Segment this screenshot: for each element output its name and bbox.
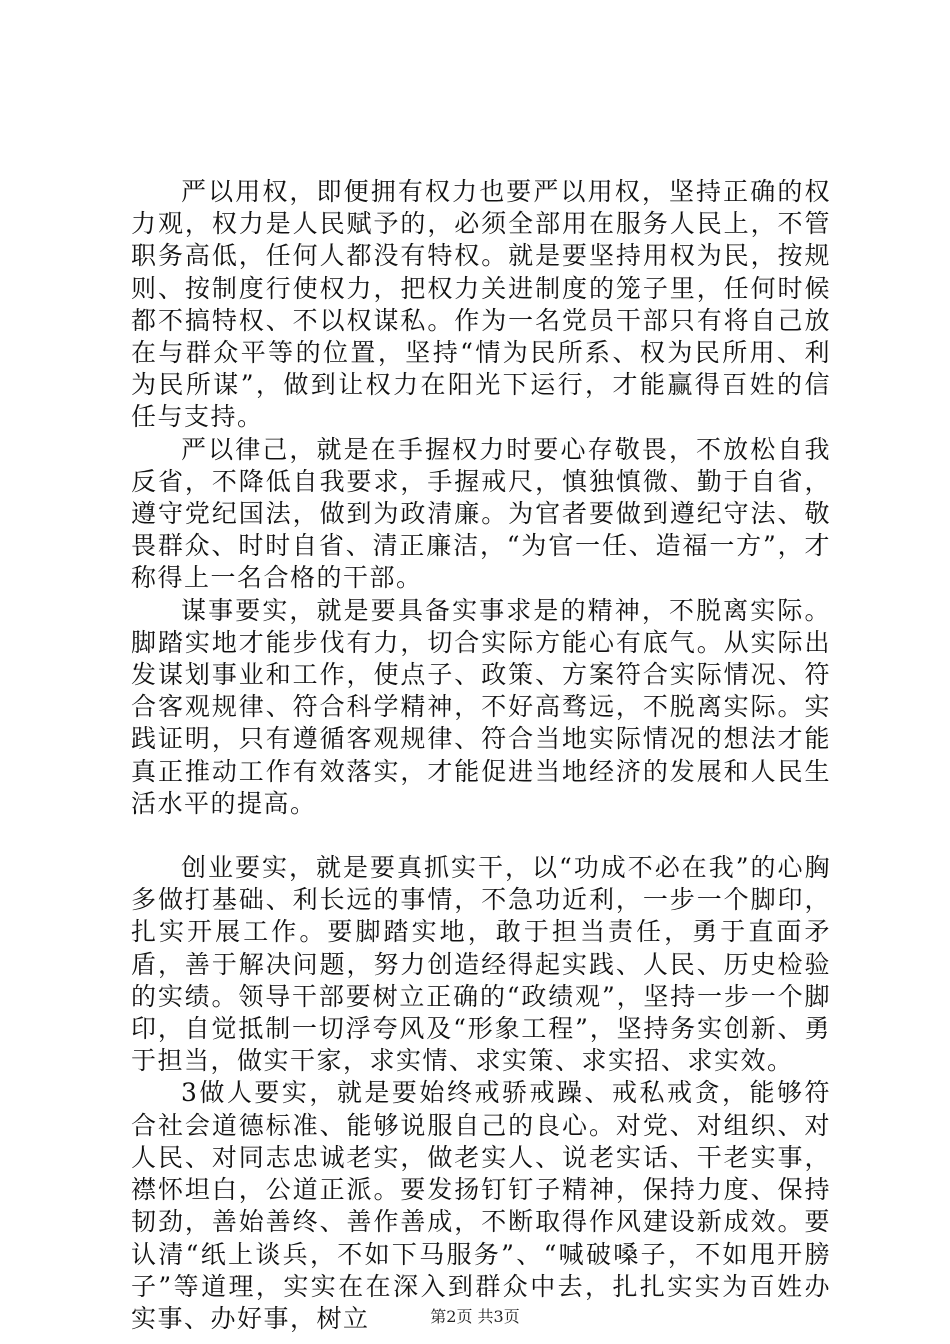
- page-footer: 第2页 共3页: [430, 1307, 520, 1326]
- paragraph-practical-enterprise: 创业要实，就是要真抓实干，以“功成不必在我”的心胸多做打基础、利长远的事情，不急功近利，一步一个脚印，扎实开展工作。要脚踏实地，敢于担当责任，勇于直面矛盾，善于解决问题，努力创造经得起实践、人民、历史检验的实绩。领导干部要树立正确的“政绩观”，坚持一步一个脚印，自觉抵制一切浮夸风及“形象工程”，坚持务实创新、勇于担当，做实干家，求实情、求实策、求实招、求实效。: [131, 853, 831, 1076]
- document-body: [131, 176, 831, 1335]
- paragraph-practical-planning: 谋事要实，就是要具备实事求是的精神，不脱离实际。脚踏实地才能步伐有力，切合实际方能心有底气。从实际出发谋划事业和工作，使点子、政策、方案符合实际情况、符合客观规律、符合科学精神，不好高骛远，不脱离实际。实践证明，只有遵循客观规律、符合当地实际情况的想法才能真正推动工作有效落实，才能促进当地经济的发展和人民生活水平的提高。: [131, 595, 831, 818]
- paragraph-self-discipline: 严以律己，就是在手握权力时要心存敬畏，不放松自我反省，不降低自我要求，手握戒尺，慎独慎微、勤于自省，遵守党纪国法，做到为政清廉。为官者要做到遵纪守法、敬畏群众、时时自省、清正廉洁，“为官一任、造福一方”，才称得上一名合格的干部。: [131, 434, 831, 593]
- paragraph-strict-power: 严以用权，即便拥有权力也要严以用权，坚持正确的权力观，权力是人民赋予的，必须全部用在服务人民上，不管职务高低，任何人都没有特权。就是要坚持用权为民，按规则、按制度行使权力，把权力关进制度的笼子里，任何时候都不搞特权、不以权谋私。作为一名党员干部只有将自己放在与群众平等的位置，坚持“情为民所系、权为民所用、利为民所谋”，做到让权力在阳光下运行，才能赢得百姓的信任与支持。: [131, 177, 831, 432]
- paragraph-practical-conduct: 3做人要实，就是要始终戒骄戒躁、戒私戒贪，能够符合社会道德标准、能够说服自己的良心。对党、对组织、对人民、对同志忠诚老实，做老实人、说老实话、干老实事，襟怀坦白，公道正派。要发扬钉钉子精神，保持力度、保持韧劲，善始善终、善作善成，不断取得作风建设新成效。要认清“纸上谈兵，不如下马服务”、“喊破嗓子，不如甩开膀子”等道理，实实在在深入到群众中去，扎扎实实为百姓办实事、办好事，树立: [131, 1078, 831, 1333]
